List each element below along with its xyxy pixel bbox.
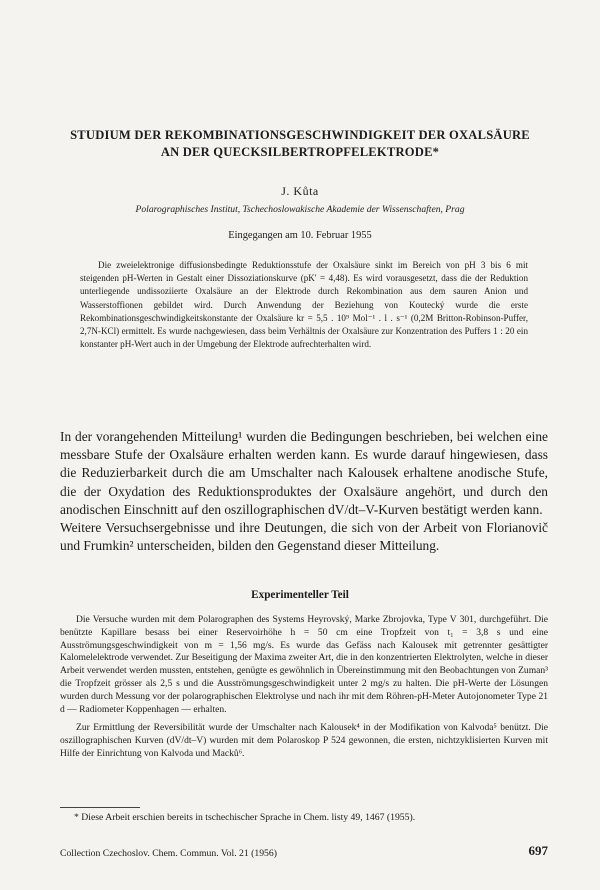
body-paragraph: Die Versuche wurden mit dem Polarographen des Systems Heyrovský, Marke Zbrojovka, Type V 301, durchgeführt. Die benützte Kapillare besass bei einer Reservoirhöhe h = 50 cm eine Tropfzeit von t₁ = 3,8 s und eine Ausströmungsgeschwindigkeit von m = 1,56 mg/s. Es wurde das Gefäss nach Kalousek mit getrennter gesättigter Kalomelelektrode verwendet. Zur Beseitigung der Maxima zweiter Art, die in den konzentrierten Elektrolyten, welche in dieser Arbeit verwendet werden mussten, entstehen, genügte es gewöhnlich in Übereinstimmung mit den Beobachtungen von Zuman³ die Tropfzeit grösser als 2,5 s und die Ausströmungsgeschwindigkeit unter 2 mg/s zu halten. Die pH-Werte der Lösungen wurden durch Messung vor der polarographischen Elektrolyse und nach ihr mit dem Röhren-pH-Meter Autojonometer Type 21 d — Radiometer Koppenhagen — erhalten. [60, 614, 548, 715]
section-heading: Experimenteller Teil [251, 589, 349, 601]
body-paragraph: Zur Ermittlung der Reversibilität wurde der Umschalter nach Kalousek⁴ in der Modifikation von Kalvoda⁵ benützt. Die oszillographischen Kurven (dV/dt–V) wurden mit dem Polaroskop P 524 gewonnen, die ersten, nichtzyklisierten Kurven mit Hilfe der Einrichtung von Kalvoda und Macků⁶. [60, 722, 548, 759]
page-number: 697 [528, 843, 548, 858]
title-line-1: STUDIUM DER REKOMBINATIONSGESCHWINDIGKEIT DER OXALSÄURE [70, 128, 530, 142]
paper-title [30, 127, 570, 161]
title-line-2: AN DER QUECKSILBERTROPFELEKTRODE* [160, 145, 440, 159]
introduction [60, 428, 548, 555]
intro-paragraph: Weitere Versuchsergebnisse und ihre Deutungen, die sich von der Arbeit von Florianovič und Frumkin² unterscheiden, bilden den Gegenstand dieser Mitteilung. [60, 520, 548, 554]
intro-paragraph: In der vorangehenden Mitteilung¹ wurden die Bedingungen beschrieben, bei welchen eine messbare Stufe der Oxalsäure erhalten werden kann. Es wurde darauf hingewiesen, dass die Reduzierbarkeit durch die am Umschalter nach Kalousek erhaltene anodische Stufe, die der Oxydation des Reduktionsproduktes der Oxalsäure angehört, und durch den anodischen Einschnitt auf den oszillographischen dV/dt–V-Kurven bestätigt werden kann. [60, 429, 548, 517]
footnote: * Diese Arbeit erschien bereits in tschechischer Sprache in Chem. listy 49, 1467 (1955). [74, 812, 554, 823]
journal-citation: Collection Czechoslov. Chem. Commun. Vol. 21 (1956) [60, 848, 277, 859]
author-affiliation: Polarographisches Institut, Tschechoslowakische Akademie der Wissenschaften, Prag [135, 204, 465, 215]
experimental-section [60, 614, 548, 761]
author-name: J. Kůta [281, 184, 319, 198]
abstract: Die zweielektronige diffusionsbedingte Reduktionsstufe der Oxalsäure sinkt im Bereich von pH 3 bis 6 mit steigenden pH-Werten in Gestalt einer Dissoziationskurve (pK' = 4,48). Es wird vorausgesetzt, dass die der Reduktion unterliegende undissoziierte Oxalsäure an der Elektrode durch Rekombination aus dem sauren Anion und Wasserstoffionen gebildet wird. Durch Anwendung der Beziehung von Koutecký wurde die erste Rekombinationsgeschwindigkeitskonstante der Oxalsäure kr = 5,5 . 10⁹ Mol⁻¹ . l . s⁻¹ (0,2M Britton-Robinson-Puffer, 2,7N-KCl) ermittelt. Es wurde nachgewiesen, dass beim Verhältnis der Oxalsäure zur Konzentration des Puffers 1 : 20 ein konstanter pH-Wert auch in der Umgebung der Elektrode aufrechterhalten wird. [80, 260, 528, 350]
received-date: Eingegangen am 10. Februar 1955 [228, 230, 372, 241]
